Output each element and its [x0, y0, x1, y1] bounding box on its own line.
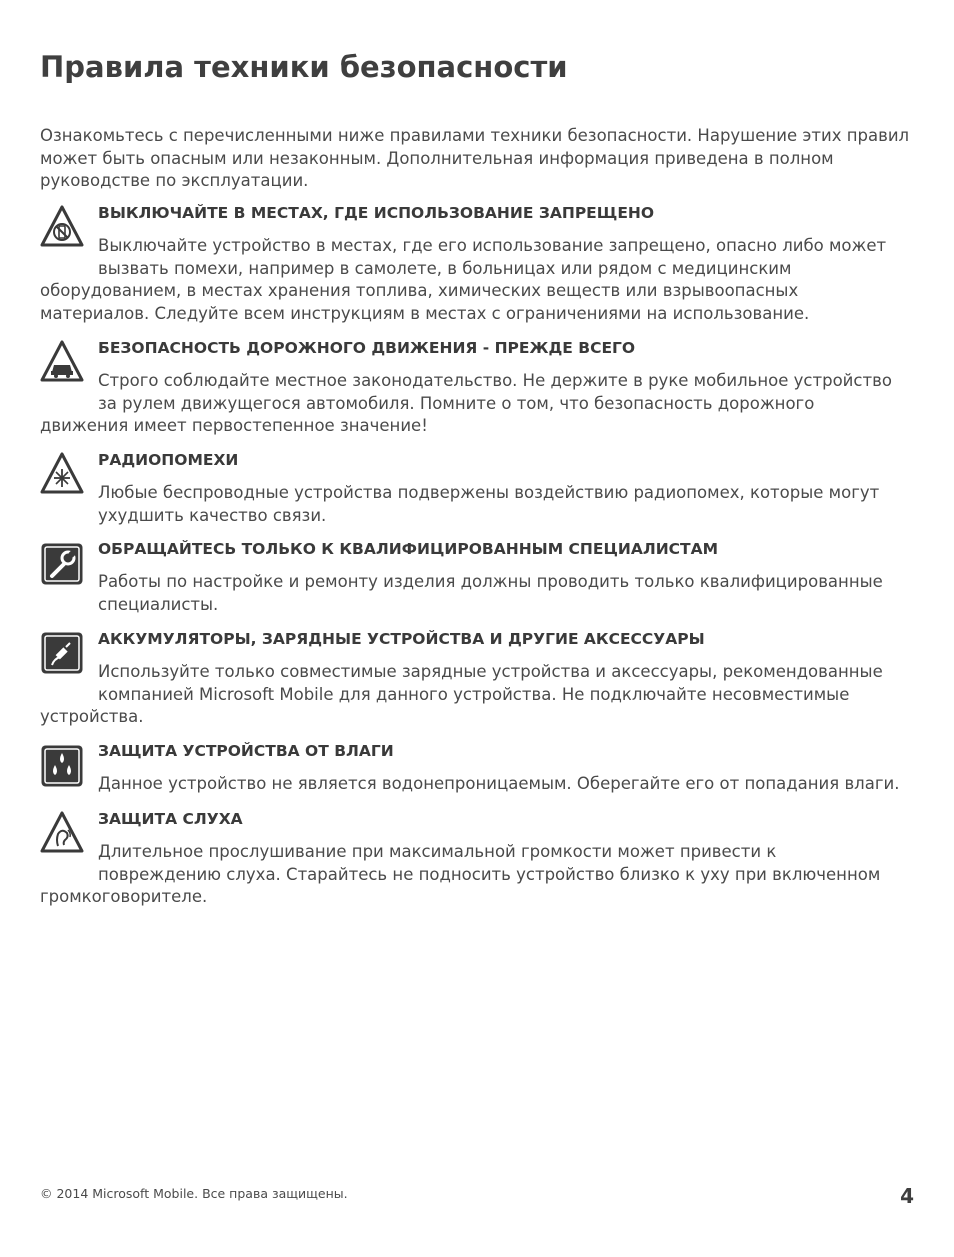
section-heading: АККУМУЛЯТОРЫ, ЗАРЯДНЫЕ УСТРОЙСТВА И ДРУГИЕ АКСЕССУАРЫ	[98, 630, 705, 648]
ear-warning-icon	[40, 810, 84, 854]
section-body: Длительное прослушивание при максимальной громкости может привести к повреждению слуха. Старайтесь не подносить устройство близко к уху при включенном громкоговорителе.	[40, 842, 881, 907]
section-heading: РАДИОПОМЕХИ	[98, 451, 239, 469]
section-heading: БЕЗОПАСНОСТЬ ДОРОЖНОГО ДВИЖЕНИЯ - ПРЕЖДЕ ВСЕГО	[98, 339, 636, 357]
wrench-icon	[40, 542, 84, 586]
section-interference	[40, 449, 920, 527]
page-title: Правила техники безопасности	[40, 50, 568, 84]
section-heading: ВЫКЛЮЧАЙТЕ В МЕСТАХ, ГДЕ ИСПОЛЬЗОВАНИЕ ЗАПРЕЩЕНО	[98, 204, 655, 222]
section-heading: ЗАЩИТА УСТРОЙСТВА ОТ ВЛАГИ	[98, 742, 394, 760]
footer-copyright: © 2014 Microsoft Mobile. Все права защищены.	[40, 1186, 348, 1201]
intro-paragraph: Ознакомьтесь с перечисленными ниже правилами техники безопасности. Нарушение этих правил может быть опасным или незаконным. Дополнительная информация приведена в полном руководстве по эксплуатации.	[40, 126, 910, 191]
charger-plug-icon	[40, 631, 84, 675]
section-accessories	[40, 628, 920, 729]
section-water-resistance	[40, 740, 920, 796]
section-body: Выключайте устройство в местах, где его использование запрещено, опасно либо может вызвать помехи, например в самолете, в больницах или рядом с медицинским оборудованием, в местах хранения топлива, химических веществ или взрывоопасных материалов. Следуйте всем инструкциям в местах с ограничениями на использование.	[40, 236, 887, 323]
section-body: Используйте только совместимые зарядные устройства и аксессуары, рекомендованные компанией Microsoft Mobile для данного устройства. Не подключайте несовместимые устройства.	[40, 662, 883, 727]
page-number: 4	[900, 1184, 914, 1208]
water-drops-icon	[40, 744, 84, 788]
interference-warning-icon	[40, 451, 84, 495]
no-phone-warning-icon	[40, 204, 84, 248]
section-hearing-protection	[40, 808, 920, 909]
section-heading: ОБРАЩАЙТЕСЬ ТОЛЬКО К КВАЛИФИЦИРОВАННЫМ СПЕЦИАЛИСТАМ	[98, 540, 719, 558]
car-warning-icon	[40, 339, 84, 383]
section-switch-off	[40, 202, 920, 325]
section-body: Данное устройство не является водонепроницаемым. Оберегайте его от попадания влаги.	[98, 774, 900, 793]
section-heading: ЗАЩИТА СЛУХА	[98, 810, 243, 828]
section-body: Любые беспроводные устройства подвержены воздействию радиопомех, которые могут ухудшить качество связи.	[98, 483, 880, 525]
section-body: Строго соблюдайте местное законодательство. Не держите в руке мобильное устройство за рулем движущегося автомобиля. Помните о том, что безопасность дорожного движения имеет первостепенное значение!	[40, 371, 892, 436]
section-qualified-service	[40, 538, 920, 616]
section-body: Работы по настройке и ремонту изделия должны проводить только квалифицированные специалисты.	[98, 572, 883, 614]
section-road-safety	[40, 337, 920, 438]
